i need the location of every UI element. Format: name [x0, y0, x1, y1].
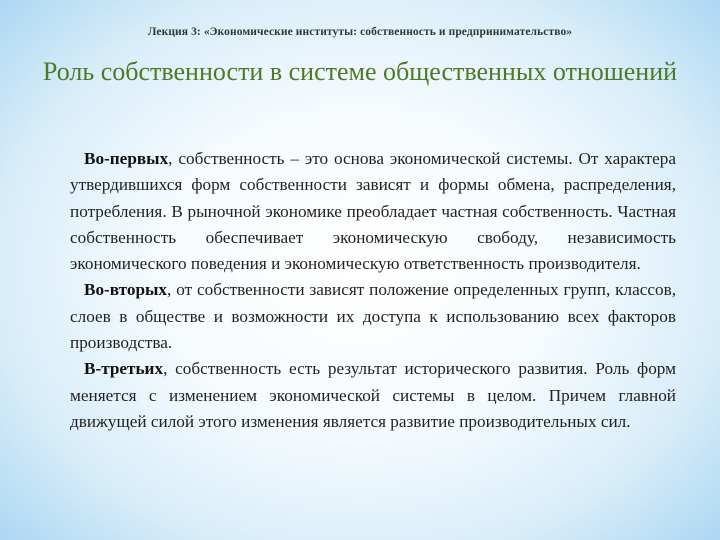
paragraph-third — [70, 356, 676, 435]
paragraph-lead: Во-первых — [84, 149, 169, 168]
paragraph-text: , собственность – это основа экономической системы. От характера утвердившихся форм собственности зависят и формы обмена, распределения, потребления. В рыночной экономике преобладает частная собственность. Частная собственность обеспечивает экономическую свободу, независимость экономического поведения и экономическую ответственность производителя. — [70, 149, 676, 274]
slide-title: Роль собственности в системе общественных отношений — [42, 57, 678, 86]
slide-body — [70, 146, 676, 435]
paragraph-lead: В-третьих — [84, 359, 164, 379]
paragraph-second — [70, 277, 676, 356]
paragraph-text: , от собственности зависят положение определенных групп, классов, слоев в обществе и возможности их доступа к использованию всех факторов производства. — [70, 280, 676, 353]
lecture-header: Лекция 3: «Экономические институты: собственность и предпринимательство» — [147, 26, 573, 38]
paragraph-first — [70, 146, 676, 277]
paragraph-lead: Во-вторых — [84, 280, 168, 300]
paragraph-text: , собственность есть результат исторического развития. Роль форм меняется с изменением экономической системы в целом. Причем главной движущей силой этого изменения является развитие производительных сил. — [70, 359, 676, 431]
